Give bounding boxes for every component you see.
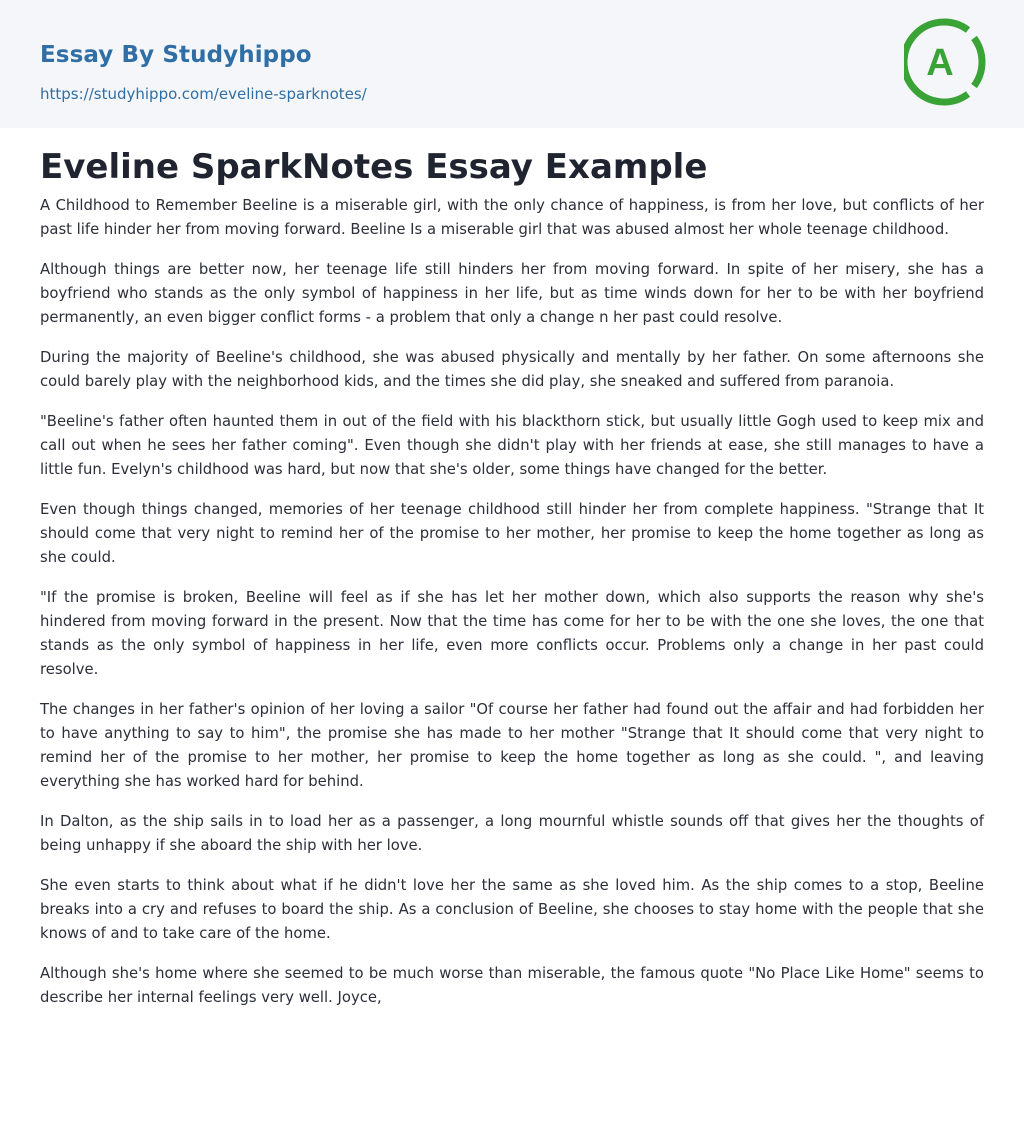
- essay-paragraph: In Dalton, as the ship sails in to load her as a passenger, a long mournful whistle sounds off that gives her the thoughts of being unhappy if she aboard the ship with her love.: [40, 813, 984, 854]
- essay-paragraph: "Beeline's father often haunted them in out of the field with his blackthorn stick, but usually little Gogh used to keep mix and call out when he sees her father coming". Even though she didn't play with her friends at ease, she still manages to have a little fun. Evelyn's childhood was hard, but now that she's older, some things have changed for the better.: [40, 413, 984, 478]
- essay-paragraph: Although things are better now, her teenage life still hinders her from moving forward. In spite of her misery, she has a boyfriend who stands as the only symbol of happiness in her life, but as time winds down for her to be with her boyfriend permanently, an even bigger conflict forms - a problem that only a change n her past could resolve.: [40, 261, 984, 326]
- essay-paragraph: During the majority of Beeline's childhood, she was abused physically and mentally by her father. On some afternoons she could barely play with the neighborhood kids, and the times she did play, she sneaked and suffered from paranoia.: [40, 349, 984, 390]
- essay-paragraph: Although she's home where she seemed to be much worse than miserable, the famous quote "No Place Like Home" seems to describe her internal feelings very well. Joyce,: [40, 965, 984, 1006]
- essay-paragraph: A Childhood to Remember Beeline is a miserable girl, with the only chance of happiness, is from her love, but conflicts of her past life hinder her from moving forward. Beeline Is a miserable girl that was abused almost her whole teenage childhood.: [40, 197, 984, 238]
- source-url-link[interactable]: https://studyhippo.com/eveline-sparknotes/: [40, 85, 367, 103]
- site-header: [0, 0, 1024, 128]
- essay-paragraph: "If the promise is broken, Beeline will feel as if she has let her mother down, which also supports the reason why she's hindered from moving forward in the present. Now that the time has come for her to be with the one she loves, the one that stands as the only symbol of happiness in her life, even more conflicts occur. Problems only a change in her past could resolve.: [40, 589, 984, 678]
- studyhippo-logo-icon[interactable]: [904, 18, 988, 106]
- essay-paragraph: The changes in her father's opinion of her loving a sailor "Of course her father had found out the affair and had forbidden her to have anything to say to him", the promise she has made to her mother "Strange that It should come that very night to remind her of the promise to her mother, her promise to keep the home together as long as she could. ", and leaving everything she has worked hard for behind.: [40, 701, 984, 790]
- logo-letter: A: [926, 42, 954, 84]
- essay-paragraph: Even though things changed, memories of her teenage childhood still hinder her from complete happiness. "Strange that It should come that very night to remind her of the promise to her mother, her promise to keep the home together as long as she could.: [40, 501, 984, 566]
- site-brand[interactable]: Essay By Studyhippo: [40, 42, 312, 68]
- essay-body: [40, 194, 984, 1026]
- page-title: Eveline SparkNotes Essay Example: [40, 147, 708, 187]
- essay-paragraph: She even starts to think about what if he didn't love her the same as she loved him. As the ship comes to a stop, Beeline breaks into a cry and refuses to board the ship. As a conclusion of Beeline, she chooses to stay home with the people that she knows of and to take care of the home.: [40, 877, 984, 942]
